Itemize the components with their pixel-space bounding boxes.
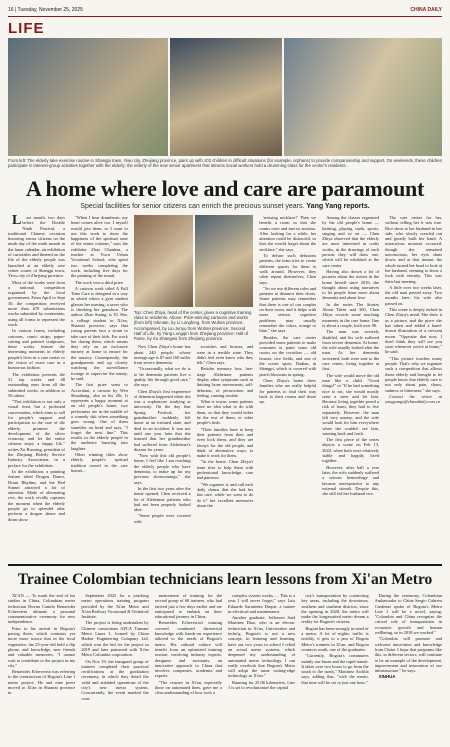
paragraph: Besides, the care center provided some patients to make costumes or paint some old curios on the corridors — old houses, rice fields, and one of the scenic spots, Dadian, in Shangpi, which is covered with peach blossoms in spring. [259,334,317,377]
paragraph: "We organize it, and call each daily claims that she had her last care, while we went to do do it" her excellent memories about the [196,481,254,508]
paragraph: 'missing necklace!' Then we benefit a room so that she roams once and met us anxious. After looking for a while, her attention could be distracted, so that she would forget about the necklace," she says. [259,215,317,252]
section-divider [8,564,442,566]
paragraph: "The courses in Xi'an, especially those on automated lines, gave me a clear understanding of how such a [154,679,222,696]
paragraph: A cartoon work titled A Full Time Care is designed in a way in which where a gym student glasses her nursing, a saver who is checking her grandson. The author, Zhao Suting, is 19. She, a college student in Xi'an, Shaanxi province, says that young parents face a strain to take care of their kids. For work her during them, which means they rely on an exclusive nursery at home to ensure for the nursery. Consequently, the grandparents end up closely watching the surveillance footage to supervise the nanny, he said. [70,285,128,381]
newspaper-page [8,4,442,743]
paragraph: Bogota has been strongly in need of a metro. A lot of nights, traffic is terribly, it gets to a jam of Bogota Metro's trainees in Xi'an, and Bogota connects south, one of the graduates. [301,625,369,652]
second-article-body [8,593,442,743]
paragraph: city's transportation by connecting key areas, including the downtown, southern and southern districts, since the opening in 2028, the metro will make the longawaited metro dream a reality for Bogota's citizens. [301,593,369,625]
article-body [8,215,442,560]
main-headline: A home where love and care are paramount [25,176,425,201]
photo-elderly-exercise [8,38,168,156]
writer-contact: Contact the writer at yangyangs@chinadaily.com.cn [385,393,443,405]
inset-caption: Top: Chen Zhiya, head of the center, gives a cognitive training class to residents. Above: Prize-winning cartoons and works (from left) Intimate, by Li Longfeng, from Wuhan province; Accompanied, by Liu Junyu from Wuhan province; Second Half of Life, by Yang Longqin from Zhejiang province; Hall of Fame, by Xu Shangwu from Zhejiang province. [133,310,252,342]
second-column-3 [155,593,222,743]
paragraph: Prior to his arrival in Bogota's pacing three, which contrasts yes more more scarce that in the local vegetative, the 25-year-old held a flip phone, and knowledge, new friends and valuable memories. "I cannot wait to contribute to the project in my city." [8,625,76,668]
second-column-5 [301,593,368,743]
publication-name: CHINA DAILY [410,7,442,13]
photo-caption: From left: The elderly take exercise routine in Shangpi town, Yiwu city, Zhejiang province, pairs up with 102 children in difficult situations (for example, orphans) to provide companionship and support. On weekends, these children participate in interest-group activities together with the elderly; the elderly of the new senior apartment that attracts social workers hold a drumming class for the center's residents. [8,158,442,169]
paragraph: This scene is deeply etched in Chen Zhiya's mind. She drew it as a picture, and the piece she has taken and added a hand-drawn illustration of a crescent moon. "Opposite that now, I don't think they will see you soon whenever you're at home," he said. [385,307,443,355]
paragraph: In the exhibition, a painting feature titled Dragon Dance, Drum Rhythm, and the Red Sunset attracted a lot of attention. Made of alternating rice, the work vividly captures the moment when the elderly people go to splendid after perform a dragon dance and drum show. [8,468,65,522]
paragraph: Running for 25.06 kilometers, Line 1 is set to revolutionize the capital [227,679,296,691]
article-column-2 [71,215,128,560]
second-column-6 [375,593,442,743]
paragraph: "Their families have to keep their patients from their and even lock them, and they are always for the old people, and think of alternative ways, to make it work for them. [196,426,254,459]
paragraph: "Occasionally, what we do is to let dementia patients live a quality life through good care," she says. [133,366,191,388]
second-headline: Trainee Colombian technicians learn lessons from Xi'an Metro [17,571,433,588]
paragraph: Having also drawn a lot of pictures about the stories in the home herself since 2016, she thought about using narratives to let people learn more about dementia and about love. [322,268,380,301]
paragraph: The work won a third prize. [74,279,124,285]
second-column-2 [81,593,148,743]
paragraph: Chen Zhiya's first experience of dementia happened when she was a sophomore studying at university. On the day that Spring Festival, her grandmother suddenly left home in an irritated state, and died in an accident. It was not until one year later that she learned that her grandmother had suffered from Alzheimer's disease for years. [133,388,191,452]
article-column-5 [259,215,316,560]
paragraph: "In the home, Chen Zhiya's team tries to help them with professional knowledge, care and patience. [196,459,254,481]
article-column-3 [134,344,191,560]
paragraph: mencement of training for the second group of 60 trainees, who had arrived just a few days earlier and are anticipated to embark on their educational journey in China. [154,593,222,620]
masthead [8,4,442,17]
paragraph: "Currently, Bogota's commuters mainly use buses and the rapid transit. It takes over two hours to go from the south to the north," Martinez Archila says, adding that, "with the metro, that time will be cut to just one hour." [301,653,369,685]
paragraph: On Nov 19, the inaugural group of trainees completed their practical certifications at the graduation ceremony, in which they detail the valid and attended operations of the city's new metro system. Concurrently, the event marked the com- [81,658,149,701]
paragraph: "So we use different rules and patterns to distance their doors. Some patients may remember that there is one of our couples on their room, and it helps with more serious cognitive problems may usually remember the colors, orange or blue," she says. [259,285,317,334]
paragraph: "Colombia will promote and welcome innovation and knowledge from China. I hope that programs like this, in different sectors, will continue to be an example of the development, improvement and innovation of our infrastructure," he says. [374,636,442,674]
paragraph: The care center for her, without telling her it was true. Rice shots to her husband in her side, who slowly crawled out and greatly built her hand. A miraculous moment occurred, though she remained unconscious, her eyes shuts down, and at that instant, the whole turned her head to look at her husband, seeming to show a look with eternity. This was their last meeting. [385,215,443,284]
paragraph: Last month, two days before the Double Ninth Festival, a traditional Chinese occasion honoring senior citizens on the ninth day of the ninth month in the lunar calendar, an exhibition of curiosities and themed on the life of the elderly people was launched at an elderly care center corner of Shangpi town, Yiwu city of Zhejiang province. [8,215,65,279]
section-title: LIFE [8,20,45,37]
second-column-1 [8,593,75,743]
paragraph: complex system works. ... This is a year I will never forget," says Luis Eduardo Sarmiento Duque, a trainee in electrical and maintenance. [227,593,296,614]
paragraph: The first piece of the series depicts a scene on Feb 13, 2024, when both were relatively stable and happily lived together. [322,437,380,464]
inset-photos [134,215,254,307]
paragraph: "Now with this old people's home, I feel like I am reaching the elderly people who have dementia, to make up for my previous shortcomings," she says. [133,453,191,485]
deck-byline: Yang Yang reports. [306,203,370,210]
article-column-4 [197,344,254,560]
paragraph: Another graduate, Jefferson Said Martinez Diaz, who is an electric technician in Xi'an, Universities and techn'g. Bogota's is not a new concept, in learning and learning, have our two years in school I relied on actual metro systems, which deepened my understanding of automated metro technology. I can really overlook that Bogota's Metro will adopt the same cutting-edge technology as Xi'an." [227,615,296,679]
paragraph: Other winning titles show elderly people's spritual tradition rooted in the care homes... [70,452,128,473]
second-column-4 [228,593,295,743]
paragraph: Benavides Echeverria was referring to the construction of Bogota's Line 1 metro project. He and nine peers moved to Xi'an in Shaanxi province in [8,669,76,696]
article-column-6 [322,215,379,560]
top-photo-strip [8,38,442,156]
paragraph: Besides memory loss, late-stage Alzheimer patients display other symptoms such as limiting bone movements, self-delusion, of persecution and feeling, causing trouble. [196,366,254,398]
paragraph: However, after half a year later, the wife suddenly suffered a serious hemorrhage and became unresponsive to any external stimuli. Despite this, she still fed her husband rice. [322,464,380,497]
photo-children-visit [170,38,282,156]
paragraph: "This picture touches many people. That's why we organize such a competition that allows those elderly and brought to let people know that elderly care is not only about pain, chaos, sadness or bitterness," she says. [385,355,443,393]
paragraph: The man was severely disabled, and his wife suffered from severe dementia. At home, the wife usually looked after the man. As her dementia worsened, both were sent to the care center, living together at first. [322,329,380,372]
paragraph: In the first two years after the home opened, Chen received a lot of Alzheimer patients who had not been properly looked after. [133,485,191,513]
agency-byline: XINHUA [378,674,396,680]
paragraph: Now Chen Zhiya's home has about 240 people, whose average age is 87 and 160 suffer from severe dementia. [133,344,191,366]
paragraph: To defuse such delusions patients, the team tries to create different spaces for them to walk around. However, they often repeat themselves, Chen says. [259,253,317,285]
paragraph: What is worse, some patients have no idea what to do with them, so that they would either be the rest of them, or other people's beds. [196,399,254,426]
inset-columns [134,344,254,560]
paragraph: September 2025 for a yearlong metro operations training program provided by the Xi'an Metro and Xi'an Railway Vocational & Technical Institute. [81,593,149,620]
paragraph: Chen Zhiya's home drew families who are really helpful for patients to find their way back to their rooms and shore up. [259,377,317,405]
column-7-body [385,215,442,393]
paragraph: "This exhibition is not only a visual feast, but a profound conversation, which aims to call for people's support and participation in the care of the elderly, promote the development of the silver economy and let the entire citizens enjoy a happy life," writes Xu Ruoxing, president of the Zhejiang Elderly Service Industry Association, in a preface for the exhibition. [8,399,65,468]
paragraph: XI'AN — To mark the end of his studies in China, Colombian metro technician Duvan Camilo Benavides Echeverria ultimate a personal commemorative ceremony for new independence. [8,593,76,625]
article-column-7 [385,215,442,560]
photo-drumming-class [284,38,442,156]
paragraph: During the ceremony, Colombian Ambassador to China Sergio Cabrera Cardenas spoke of Bogota's Metro Line 1 will be a novel, saying, "Colombia and China recognize the critical role of transportation in economic growth and human wellbeing, so in 2018 we worked." [374,593,442,636]
photo-cartoon-works [195,215,254,307]
paragraph: The project is being undertaken by Chinese consortium APCA Transmi Metro Linea 1, formed by China Harbor Engineering Company Ltd, which won the bid for the project in 2019 and later partnered with Xi'an Metro Colombia corporation. [81,620,149,658]
article-column-1 [8,215,65,560]
paragraph: In the series The Stories About Three and 300, Chen Zhiya records some touching moments in the care home. One is about a couple, both over 90. [322,301,380,328]
paragraph: The exhibition presents the 51 top works and 48 outstanding ones from all the submitted works, in addition to 56 others. [8,371,65,398]
deck-text: Special facilities for senior citizens can enrich the precious sunset years. [80,203,305,210]
paragraph: "Some people were covered with [133,513,191,524]
inset-section [134,215,254,560]
photo-cognitive-class [134,215,193,307]
column-6-body [375,593,442,673]
paragraph: scratches and bruises, and were in a terrible state. They didn't feel even know who they felt," Chen says. [196,344,254,366]
paragraph: The wife would move the old man like a child. "Good things!" or "If he had something nice to eat, she would mostly raise a steer and bit him. Because living together posed a risk of harm, they had to live separately. However, the man felt very uneasy, and the wife would look for him everywhere when she couldn't see him, wanting back and forth. [322,372,380,436]
paragraph: Most of the works were from a national competition organized by the local government. From April to Sept 30, the competition received more than 670 submissions works submitted by contestants, using all forms to represent the work. [8,279,65,327]
paragraph: Benavides Echeverria's training covered combined theoretical knowledge with hands-on experience tailored to the needs of Bogota's metro. His cultural culture will benefit from an optimized training session, involving industry experts, designers and assistants, an innovative approach to China that involves companies, academia and experts. [154,620,222,679]
paragraph: A little over two weeks later, the old man passed away. Two months later, his wife also passed on. [385,284,443,306]
paragraph: In various forms, including cartoons, comic strips, paper-cutting and painted sculptures, these works feature the interesting moments in elderly people's lives in a care center or the vision of exact care in a humorous fashion. [8,328,65,371]
headline-deck [8,203,442,210]
paragraph: Among the classes organized by the old people's home — knitting, playing cards, sports, singing and so on — Chen Zhiya observed that the elderly are most interested in crafts works, in the drawings of each person, they will draw one, which will be exhibited at the care center. [322,215,380,268]
paragraph: The first prize went to Accordant, a cartoon by Wen Shuaihang, also in his 20s. It represents a happy moment at an old people's home, two performers are in the middle of a comedy skit when something goes wrong. One of them stumbles on head and says, "I forgot the next line." This results in the elderly people in the audience bursting into laughter. [70,382,128,451]
paragraph: "When I hear drumbeats, my heart comes alive too. I myself would join them, so I want to use this work to show the happiness of the spiritual state of the senior citizens," says the exhibitor Zhao Chunhua, a teacher at Yiwu Urban Vocational School, who spent two weeks completing the work, including five days for the painting of the mural. [70,215,128,279]
page-date-line: 16 | Tuesday, November 25, 2025 [8,7,83,13]
